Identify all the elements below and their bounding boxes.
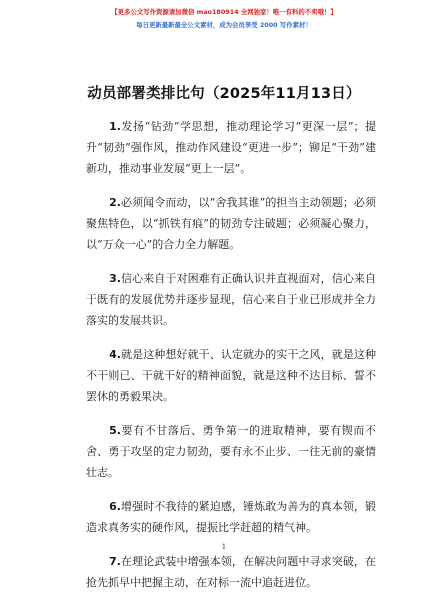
paragraph-text: 信心来自于对困难有正确认识并直视面对，信心来自于既有的发展优势并逐步显现，信心来自于业已形成并全力落实的发展共识。 bbox=[86, 272, 376, 327]
document-body bbox=[86, 116, 376, 606]
paragraph bbox=[86, 344, 376, 407]
paragraph-number: 6. bbox=[109, 500, 121, 513]
paragraph-number: 2. bbox=[109, 196, 121, 209]
paragraph-text: 必须闻令而动，以“舍我其谁”的担当主动领题；必须聚焦特色，以“抓铁有痕”的韧劲专注破题；必须凝心聚力，以“万众一心”的合力全力解题。 bbox=[86, 196, 376, 251]
paragraph-text: 要有不甘落后、勇争第一的进取精神，要有锲而不舍、勇于攻坚的定力韧劲，要有永不止步、一往无前的豪情壮志。 bbox=[86, 424, 376, 479]
paragraph-text: 增强时不我待的紧迫感，锤炼敢为善为的真本领，锻造求真务实的硬作风，提振比学赶超的精气神。 bbox=[86, 500, 376, 534]
paragraph-number: 7. bbox=[109, 555, 121, 568]
paragraph-number: 3. bbox=[109, 272, 121, 285]
paragraph bbox=[86, 551, 376, 593]
promo-banner bbox=[0, 6, 448, 32]
promo-line-2: 每日更新最新最全公文素材，成为会员享受 2000 写作素材！ bbox=[136, 21, 312, 29]
promo-line-1: 【更多公文写作资源请加微信 mao180914 全网独家！唯一有料的不卖哦！】 bbox=[111, 8, 337, 16]
paragraph bbox=[86, 116, 376, 179]
page-number: 1 bbox=[221, 543, 227, 551]
paragraph bbox=[86, 420, 376, 483]
document-title: 动员部署类排比句（2025年11月13日） bbox=[87, 86, 361, 102]
paragraph bbox=[86, 268, 376, 331]
paragraph-number: 1. bbox=[109, 120, 121, 133]
paragraph-number: 5. bbox=[109, 424, 121, 437]
paragraph bbox=[86, 192, 376, 255]
paragraph-number: 4. bbox=[109, 348, 121, 361]
paragraph bbox=[86, 496, 376, 538]
paragraph-text: 在理论武装中增强本领，在解决问题中寻求突破，在抢先抓早中把握主动，在对标一流中追赶进位。 bbox=[86, 555, 376, 589]
paragraph-text: 就是这种想好就干、认定就办的实干之风，就是这种不干则已、干就干好的精神面貌，就是这种不达目标、誓不罢休的勇毅果决。 bbox=[86, 348, 376, 403]
paragraph-text: 发扬“钻劲”学思想，推动理论学习“更深一层”；提升“韧劲”强作风，推动作风建设“更进一步”；铆足“干劲”建新功，推动事业发展“更上一层”。 bbox=[86, 120, 376, 175]
